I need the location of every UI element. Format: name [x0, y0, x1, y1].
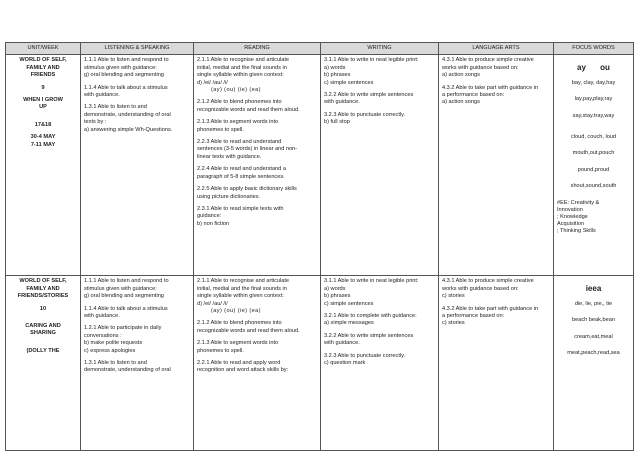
text-line: b) phrases [324, 72, 351, 79]
reading-standards-top [197, 57, 317, 87]
text-line: 2.2.5 Able to apply basic dictionary skills [197, 186, 297, 193]
text-line: demonstrate, understanding of oral [84, 111, 171, 118]
text-line: 3.2.2 Able to write simple sentences [324, 92, 414, 99]
text-line: 2.2.3 Able to read and understand [197, 139, 282, 146]
text-line: cloud, couch, loud [570, 134, 617, 141]
text-line: 2.1.3 Able to segment words into [197, 119, 279, 126]
text-line: 4.3.1 Able to produce simple creative [442, 57, 534, 64]
text-line: 2.1.2 Able to blend phonemes into [197, 320, 282, 327]
text-line: (DOLLY THE [26, 347, 60, 354]
focus-words-cell [554, 55, 634, 276]
text-line: sentences (3-5 words) in linear and non- [197, 146, 298, 153]
text-line: 7-11 MAY [30, 141, 56, 148]
text-line: Innovation [557, 206, 583, 213]
focus-word-list [557, 80, 630, 191]
text-line: UP [39, 104, 47, 111]
header-unit-week: UNIT/WEEK [6, 43, 81, 55]
text-line: #EE: Creativity & [557, 199, 600, 206]
text-line: single syllable within given context: [197, 72, 284, 79]
focus-sounds: ieea [585, 284, 602, 294]
header-language-arts: LANGUAGE ARTS [439, 43, 554, 55]
writing-cell [321, 55, 439, 276]
text-line: FAMILY AND [26, 285, 60, 292]
text-line: c) stories [442, 293, 465, 300]
text-line: recognizable words and read them aloud. [197, 327, 300, 334]
header-reading: READING [194, 43, 321, 55]
text-line: 3.2.3 Able to punctuate correctly. [324, 352, 406, 359]
text-line: 1.3.1 Able to listen to and [84, 360, 147, 367]
header-writing: WRITING [321, 43, 439, 55]
unit-week-cell [6, 276, 81, 451]
text-line: 4.3.2 Able to take part with guidance in [442, 305, 539, 312]
text-line: phonemes to spell. [197, 126, 244, 133]
listening-speaking-cell [81, 276, 194, 451]
text-line: 2.1.1 Able to recognise and articulate [197, 57, 290, 64]
text-line: b) phrases [324, 293, 351, 300]
reading-standards-rest [197, 94, 317, 228]
text-line: b) make polite requests [84, 340, 143, 347]
text-line: 1.1.1 Able to listen and respond to [84, 278, 169, 285]
text-line: a performance based on: [442, 313, 505, 320]
text-line: c) simple sentences [324, 79, 374, 86]
text-line: FRIENDS/STORIES [17, 293, 69, 300]
text-line: 3.1.1 Able to write in neat legible print: [324, 57, 419, 64]
table-row [6, 55, 634, 276]
text-line: a) action songs [442, 99, 480, 106]
text-line: 4.3.2 Able to take part with guidance in [442, 84, 539, 91]
listening-speaking-cell [81, 55, 194, 276]
phoneme-graphemes: (ay) (ou) (ie) (ea) [211, 308, 261, 315]
writing-cell [321, 276, 439, 451]
text-line: bay, clay, day,hay [571, 79, 616, 86]
text-line: b) full stop [324, 119, 350, 126]
reading-cell [194, 55, 321, 276]
text-line: WHEN I GROW [23, 97, 63, 104]
unit-week-cell [6, 55, 81, 276]
text-line: works with guidance based on: [442, 285, 519, 292]
table-row [6, 276, 634, 451]
text-line: c) simple sentences [324, 300, 374, 307]
focus-sounds: ay ou [577, 63, 610, 73]
text-line: 2.1.2 Able to blend phonemes into [197, 99, 282, 106]
text-line: 3.2.3 Able to punctuate correctly. [324, 111, 406, 118]
text-line: with guidance. [84, 313, 120, 320]
scheme-of-work-table [5, 42, 634, 451]
text-line: 3.1.1 Able to write in neat legible print: [324, 278, 419, 285]
text-line: d) /ei/ /au/ /i/ [197, 300, 228, 307]
text-line: a performance based on: [442, 92, 505, 99]
text-line: 2.1.1 Able to recognise and articulate [197, 278, 290, 285]
text-line: a) words [324, 285, 346, 292]
reading-cell [194, 276, 321, 451]
text-line: 10 [39, 305, 47, 312]
text-line: 4.3.1 Able to produce simple creative [442, 278, 534, 285]
emerging-elements [557, 200, 630, 236]
text-line: meat,peach,read,sea [567, 350, 620, 357]
text-line: g) oral blending and segmenting [84, 72, 164, 79]
text-line: 1.3.1 Able to listen to and [84, 104, 147, 111]
text-line: c) express apologies [84, 347, 136, 354]
text-line: ; Knowledge [557, 214, 588, 221]
text-line: 1.1.4 Able to talk about a stimulus [84, 305, 168, 312]
text-line: with guidance. [324, 99, 360, 106]
text-line: texts by : [84, 119, 107, 126]
reading-standards-top [197, 278, 317, 308]
text-line: conversations : [84, 332, 122, 339]
phoneme-graphemes: (ay) (ou) (ie) (ea) [211, 87, 261, 94]
text-line: d) /ei/ /au/ /i/ [197, 79, 228, 86]
text-line: die, lie, pie,, tie [574, 300, 613, 307]
text-line: cream,eat,meal [574, 333, 613, 340]
text-line: stimulus given with guidance: [84, 285, 157, 292]
text-line: SHARING [30, 330, 56, 337]
text-line: 2.2.4 Able to read and understand a [197, 166, 286, 173]
text-line: 1.1.1 Able to listen and respond to [84, 57, 169, 64]
text-line: c) stories [442, 320, 465, 327]
text-line: demonstrate, understanding of oral [84, 367, 171, 374]
text-line: ; Thinking Skills [557, 228, 596, 235]
text-line: g) oral blending and segmenting [84, 293, 164, 300]
text-line: paragraph of 5-8 simple sentences. [197, 173, 285, 180]
text-line: guidance: [197, 213, 222, 220]
text-line: CARING AND [25, 323, 61, 330]
text-line: with guidance. [324, 340, 360, 347]
text-line: works with guidance based on: [442, 64, 519, 71]
text-line: say,stay.tray,way [572, 112, 615, 119]
text-line: recognizable words and read them aloud. [197, 106, 300, 113]
language-arts-cell [439, 276, 554, 451]
focus-words-cell [554, 276, 634, 451]
header-listening-speaking: LISTENING & SPEAKING [81, 43, 194, 55]
text-line: using picture dictionaries. [197, 193, 261, 200]
text-line: 3.2.2 Able to write simple sentences [324, 332, 414, 339]
focus-word-list [557, 301, 630, 358]
reading-standards-rest [197, 315, 317, 374]
text-line: a) words [324, 64, 346, 71]
text-line: mouth,out,pouch [572, 150, 615, 157]
text-line: WORLD OF SELF, [19, 57, 67, 64]
text-line: 1.1.4 Able to talk about a stimulus [84, 84, 168, 91]
text-line: a) simple messages [324, 320, 374, 327]
text-line: 9 [41, 84, 45, 91]
text-line: stimulus given with guidance: [84, 64, 157, 71]
text-line: recognition and word attack skills by: [197, 367, 289, 374]
text-line: b) non fiction [197, 220, 230, 227]
text-line: initial, medial and the final sounds in [197, 285, 287, 292]
text-line: 2.2.1 Able to read and apply word [197, 360, 281, 367]
text-line: beach beak,bean [572, 317, 615, 324]
text-line: Acquisition [557, 221, 585, 228]
text-line: lay,pay,play,ray [574, 96, 613, 103]
text-line: 3.2.1 Able to complete with guidance: [324, 313, 417, 320]
text-line: phonemes to spell. [197, 347, 244, 354]
text-line: 30-4 MAY [30, 134, 56, 141]
header-row [6, 43, 634, 55]
text-line: 2.1.3 Able to segment words into [197, 340, 279, 347]
header-focus-words: FOCUS WORDS [554, 43, 634, 55]
text-line: pound,proud [577, 166, 610, 173]
text-line: with guidance. [84, 92, 120, 99]
text-line: c) question mark [324, 360, 366, 367]
text-line: initial, medial and the final sounds in [197, 64, 287, 71]
text-line: 1.2.1 Able to participate in daily [84, 325, 162, 332]
text-line: FRIENDS [30, 72, 56, 79]
text-line: WORLD OF SELF, [19, 278, 67, 285]
text-line: a) answering simple Wh-Questions. [84, 126, 173, 133]
text-line: FAMILY AND [26, 64, 60, 71]
text-line: single syllable within given context: [197, 293, 284, 300]
text-line: 17&18 [34, 121, 52, 128]
text-line: linear texts with guidance. [197, 153, 262, 160]
text-line: 2.3.1 Able to read simple texts with [197, 205, 284, 212]
language-arts-cell [439, 55, 554, 276]
text-line: a) action songs [442, 72, 480, 79]
text-line: shout,sound,south [570, 183, 617, 190]
